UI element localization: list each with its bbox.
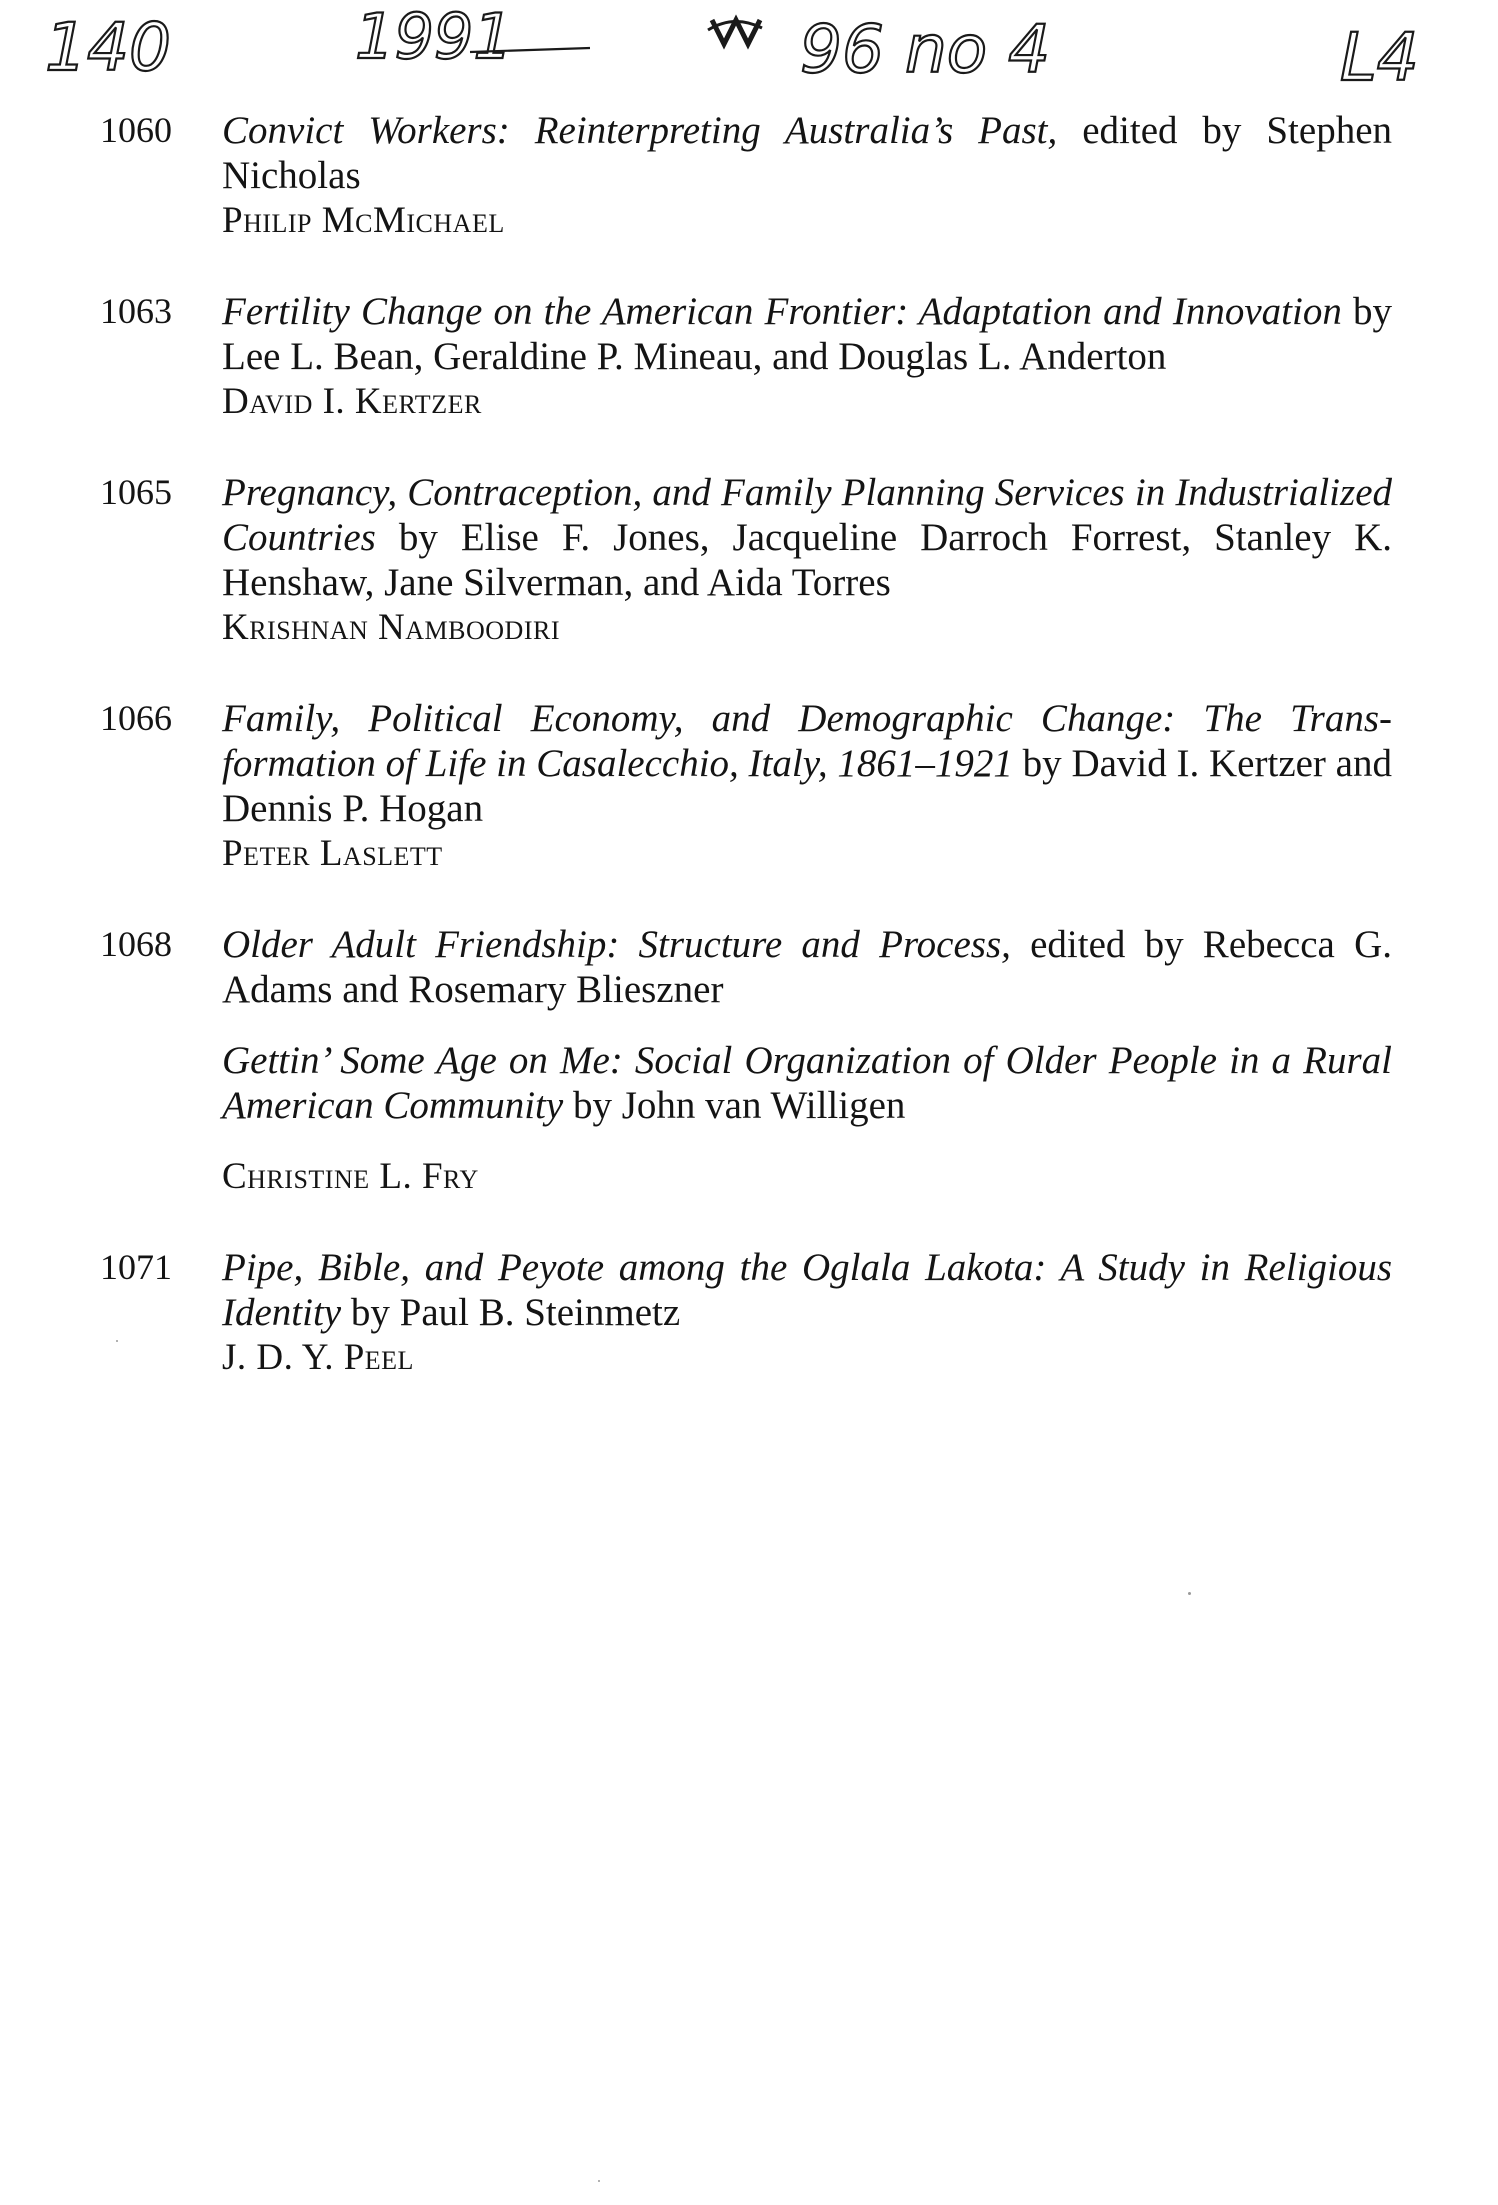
book-credits: by Elise F. Jones, Jacqueline Darroch Forrest, Stanley K. Henshaw, Jane Silverman, and Aida Torres [222, 516, 1392, 604]
handwriting-svg [0, 0, 1498, 110]
review-entry [100, 1245, 1400, 1380]
page-number: 1071 [100, 1247, 172, 1287]
entry-body [222, 289, 1392, 424]
handwritten-annotations [0, 0, 1498, 110]
review-entry [100, 696, 1400, 876]
book-title: Gettin’ Some Age on Me: Social Organization of Older People in a Rural American Community [222, 1039, 1392, 1127]
book-credits: by David I. Kertzer and Dennis P. Hogan [222, 742, 1392, 830]
review-entry [100, 289, 1400, 424]
review-entry [100, 922, 1400, 1199]
book-title: Family, Political Economy, and Demographic Change: The Transformation of Life in Casalecchio, Italy, 1861–1921 [222, 697, 1392, 785]
reviewer-name: Peter Laslett [222, 833, 443, 874]
review-entry [100, 470, 1400, 650]
book-title: Older Adult Friendship: Structure and Process, [222, 923, 1011, 966]
work-citation [222, 289, 1392, 379]
work-citation [222, 922, 1392, 1012]
book-title: Pipe, Bible, and Peyote among the Oglala Lakota: A Study in Religious Identity [222, 1246, 1392, 1334]
work-citation [222, 696, 1392, 831]
reviewer-name: Christine L. Fry [222, 1156, 479, 1197]
page-number: 1065 [100, 472, 172, 512]
work-citation [222, 108, 1392, 198]
book-title: Convict Workers: Reinterpreting Australia’s Past, [222, 109, 1058, 152]
work-citation-second [222, 1038, 1392, 1128]
book-credits: edited by Rebecca G. Adams and Rosemary Blieszner [222, 923, 1392, 1011]
handwritten-left-number: 140 [45, 9, 171, 86]
page-number: 1063 [100, 291, 172, 331]
book-credits: edited by Stephen Nicholas [222, 109, 1393, 197]
entry-body [222, 696, 1392, 876]
book-review-list [100, 108, 1400, 1426]
entry-body [222, 470, 1392, 650]
handwritten-year: 1991 [355, 0, 513, 73]
book-credits: by Paul B. Steinmetz [341, 1291, 681, 1334]
handwritten-volume: 96 no 4 [800, 11, 1051, 88]
scan-speck [1188, 1592, 1191, 1595]
scan-speck [598, 2180, 600, 2182]
handwritten-right-code: L4 [1340, 19, 1419, 96]
book-credits: by John van Willigen [563, 1084, 906, 1127]
book-title: Fertility Change on the American Frontier: Adaptation and Innovation [222, 290, 1342, 333]
review-entry [100, 108, 1400, 243]
reviewer-name: David I. Kertzer [222, 381, 482, 422]
book-title: Pregnancy, Contraception, and Family Planning Services in Industrialized Countries [222, 471, 1392, 559]
reviewer-name: Krishnan Namboodiri [222, 607, 560, 648]
entry-body [222, 922, 1392, 1199]
scan-speck [116, 1340, 118, 1342]
entry-body [222, 108, 1392, 243]
page-number: 1068 [100, 924, 172, 964]
work-citation [222, 1245, 1392, 1335]
reviewer-name: Philip McMichael [222, 200, 505, 241]
work-citation [222, 470, 1392, 605]
page-number: 1060 [100, 110, 172, 150]
handwritten-scribble-icon [708, 20, 762, 44]
book-credits: by Lee L. Bean, Geraldine P. Mineau, and Douglas L. Anderton [222, 290, 1392, 378]
reviewer-name: J. D. Y. Peel [222, 1337, 414, 1378]
page-number: 1066 [100, 698, 172, 738]
entry-body [222, 1245, 1392, 1380]
